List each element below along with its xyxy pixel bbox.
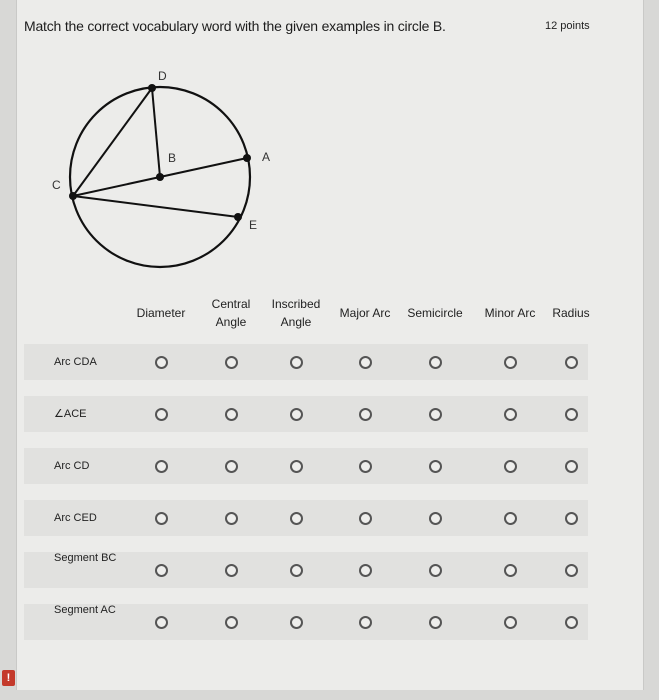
segment-ce bbox=[73, 196, 238, 217]
radio-option[interactable] bbox=[565, 512, 578, 525]
segment-cd bbox=[73, 88, 152, 196]
row-label: Segment AC bbox=[54, 604, 116, 616]
row-label: ∠ACE bbox=[54, 408, 87, 420]
radio-option[interactable] bbox=[359, 356, 372, 369]
radio-option[interactable] bbox=[429, 408, 442, 421]
radio-option[interactable] bbox=[225, 356, 238, 369]
radio-option[interactable] bbox=[565, 356, 578, 369]
radio-option[interactable] bbox=[429, 460, 442, 473]
point-d bbox=[148, 84, 156, 92]
radio-option[interactable] bbox=[290, 564, 303, 577]
radio-option[interactable] bbox=[225, 512, 238, 525]
column-header: Central Angle bbox=[211, 297, 251, 329]
point-c bbox=[69, 192, 77, 200]
label-c: C bbox=[52, 178, 61, 192]
question-points: 12 points bbox=[545, 20, 590, 32]
radio-option[interactable] bbox=[504, 616, 517, 629]
radio-option[interactable] bbox=[504, 564, 517, 577]
question-title: Match the correct vocabulary word with the given examples in circle B. bbox=[24, 18, 446, 34]
radio-option[interactable] bbox=[565, 616, 578, 629]
label-d: D bbox=[158, 69, 167, 83]
segment-db bbox=[152, 88, 160, 177]
column-header: Semicircle bbox=[407, 306, 463, 320]
radio-option[interactable] bbox=[155, 460, 168, 473]
radio-option[interactable] bbox=[225, 460, 238, 473]
radio-option[interactable] bbox=[429, 356, 442, 369]
row-label: Arc CED bbox=[54, 512, 97, 524]
column-header: Minor Arc bbox=[484, 306, 536, 320]
radio-option[interactable] bbox=[359, 616, 372, 629]
circle-diagram bbox=[0, 0, 659, 290]
radio-option[interactable] bbox=[359, 408, 372, 421]
column-header: Diameter bbox=[136, 306, 186, 320]
column-header: Inscribed Angle bbox=[271, 297, 321, 329]
label-b: B bbox=[168, 151, 177, 165]
radio-option[interactable] bbox=[565, 408, 578, 421]
column-header: Radius bbox=[552, 306, 590, 320]
point-b bbox=[156, 173, 164, 181]
radio-option[interactable] bbox=[429, 512, 442, 525]
radio-option[interactable] bbox=[504, 356, 517, 369]
radio-option[interactable] bbox=[225, 564, 238, 577]
point-a bbox=[243, 154, 251, 162]
radio-option[interactable] bbox=[225, 616, 238, 629]
radio-option[interactable] bbox=[290, 616, 303, 629]
radio-option[interactable] bbox=[504, 460, 517, 473]
radio-option[interactable] bbox=[359, 564, 372, 577]
radio-option[interactable] bbox=[155, 356, 168, 369]
row-label: Segment BC bbox=[54, 552, 117, 564]
label-a: A bbox=[262, 150, 271, 164]
radio-option[interactable] bbox=[429, 564, 442, 577]
label-e: E bbox=[249, 218, 258, 232]
radio-option[interactable] bbox=[504, 408, 517, 421]
row-label: Arc CDA bbox=[54, 356, 97, 368]
radio-option[interactable] bbox=[155, 564, 168, 577]
radio-option[interactable] bbox=[359, 460, 372, 473]
radio-option[interactable] bbox=[290, 408, 303, 421]
radio-option[interactable] bbox=[359, 512, 372, 525]
radio-option[interactable] bbox=[565, 460, 578, 473]
radio-option[interactable] bbox=[290, 460, 303, 473]
report-flag-icon[interactable]: ! bbox=[2, 670, 15, 686]
radio-option[interactable] bbox=[155, 408, 168, 421]
radio-option[interactable] bbox=[504, 512, 517, 525]
radio-option[interactable] bbox=[155, 512, 168, 525]
radio-option[interactable] bbox=[429, 616, 442, 629]
radio-option[interactable] bbox=[565, 564, 578, 577]
row-label: Arc CD bbox=[54, 460, 90, 472]
radio-option[interactable] bbox=[225, 408, 238, 421]
radio-option[interactable] bbox=[290, 356, 303, 369]
radio-option[interactable] bbox=[155, 616, 168, 629]
point-e bbox=[234, 213, 242, 221]
radio-option[interactable] bbox=[290, 512, 303, 525]
column-header: Major Arc bbox=[339, 306, 391, 320]
